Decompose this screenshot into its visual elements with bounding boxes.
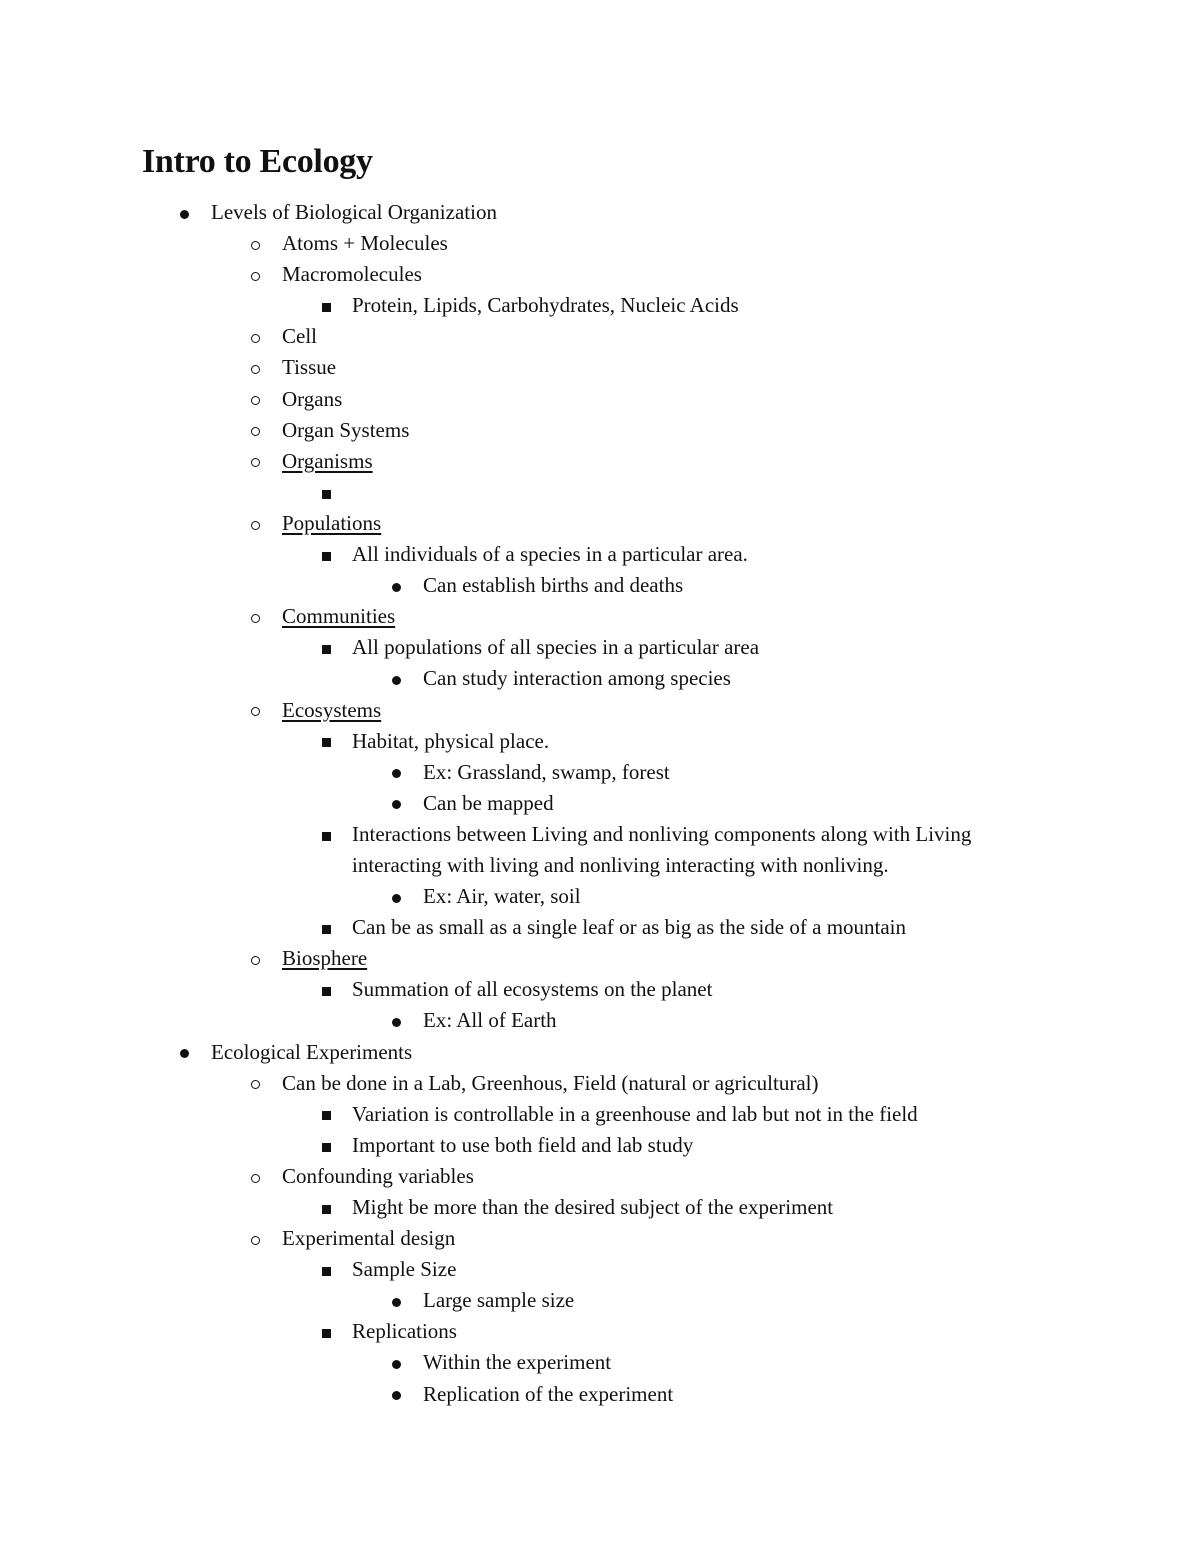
list-item [0, 943, 1200, 974]
list-item [0, 819, 1200, 881]
bullet-circle-icon [244, 1223, 266, 1254]
list-item-text: All individuals of a species in a particular area. [352, 542, 748, 567]
list-item-text: Within the experiment [423, 1350, 612, 1375]
list-item-text: Macromolecules [282, 262, 422, 287]
bullet-circle-icon [244, 228, 266, 259]
bullet-square-icon [315, 1099, 337, 1130]
list-item [0, 197, 1200, 228]
bullet-circle-icon [244, 259, 266, 290]
outline-list [0, 197, 1200, 1410]
list-item-text: Communities [282, 604, 396, 629]
list-item-text: Can be mapped [423, 790, 554, 815]
list-item [0, 1347, 1200, 1378]
list-item [0, 1005, 1200, 1036]
list-item [0, 259, 1200, 290]
list-item [0, 321, 1200, 352]
list-item-text: Ex: Grassland, swamp, forest [423, 759, 670, 784]
list-item [0, 881, 1200, 912]
list-item-text: Replications [352, 1319, 457, 1344]
list-item-text: Replication of the experiment [423, 1381, 674, 1406]
list-item-text: Variation is controllable in a greenhouse and lab but not in the field [352, 1101, 918, 1126]
list-item [0, 539, 1200, 570]
bullet-dot-icon [385, 570, 407, 601]
list-item-text: Protein, Lipids, Carbohydrates, Nucleic Acids [352, 293, 739, 318]
list-item-text: Large sample size [423, 1288, 575, 1313]
bullet-circle-icon [244, 943, 266, 974]
bullet-circle-icon [244, 508, 266, 539]
bullet-circle-icon [244, 1161, 266, 1192]
bullet-square-icon [315, 974, 337, 1005]
list-item-text: Atoms + Molecules [282, 231, 448, 256]
bullet-square-icon [315, 1316, 337, 1347]
bullet-square-icon [315, 290, 337, 321]
list-item [0, 757, 1200, 788]
bullet-circle-icon [244, 352, 266, 383]
bullet-dot-icon [385, 1005, 407, 1036]
list-item [0, 1068, 1200, 1099]
bullet-dot-icon [385, 663, 407, 694]
bullet-circle-icon [244, 1068, 266, 1099]
list-item-text: Organisms [282, 448, 373, 473]
list-item [0, 1223, 1200, 1254]
bullet-circle-icon [244, 415, 266, 446]
list-item [0, 508, 1200, 539]
list-item-text: Can establish births and deaths [423, 573, 684, 598]
list-item-text: Sample Size [352, 1257, 457, 1282]
list-item-text: Populations [282, 510, 382, 535]
bullet-square-icon [315, 912, 337, 943]
list-item-text: Biosphere [282, 946, 368, 971]
list-item-text: Organs [282, 386, 343, 411]
list-item [0, 1285, 1200, 1316]
list-item-text: Levels of Biological Organization [211, 200, 497, 224]
list-item-text: Might be more than the desired subject of the experiment [352, 1195, 834, 1219]
list-item-text: Confounding variables [282, 1163, 474, 1188]
bullet-square-icon [315, 1254, 337, 1285]
bullet-square-icon [315, 1192, 337, 1223]
bullet-square-icon [315, 539, 337, 570]
list-item [0, 1037, 1200, 1068]
bullet-square-icon [315, 632, 337, 663]
bullet-dot-icon [385, 1347, 407, 1378]
list-item [0, 1099, 1200, 1130]
list-item-text: Ex: All of Earth [423, 1008, 557, 1033]
list-item [0, 695, 1200, 726]
bullet-dot-icon [385, 881, 407, 912]
list-item [0, 415, 1200, 446]
list-item-text: Can be as small as a single leaf or as big as the side of a mountain [352, 915, 907, 940]
list-item [0, 228, 1200, 259]
bullet-dot-icon [385, 1379, 407, 1410]
bullet-circle-icon [244, 384, 266, 415]
list-item [0, 726, 1200, 757]
bullet-dot-icon [385, 1285, 407, 1316]
list-item-text: Important to use both field and lab study [352, 1132, 694, 1157]
list-item [0, 1192, 1200, 1223]
list-item-text: Can be done in a Lab, Greenhous, Field (natural or agricultural) [282, 1070, 819, 1095]
bullet-square-icon [315, 726, 337, 757]
list-item [0, 1130, 1200, 1161]
list-item-text: Can study interaction among species [423, 666, 731, 691]
list-item-text: Ecological Experiments [211, 1039, 413, 1064]
bullet-dot-icon [173, 1037, 195, 1068]
list-item [0, 632, 1200, 663]
list-item [0, 477, 1200, 508]
list-item-text: Experimental design [282, 1226, 456, 1251]
list-item-text: Ecosystems [282, 697, 382, 722]
list-item-text: Habitat, physical place. [352, 728, 550, 753]
list-item [0, 570, 1200, 601]
list-item-text: Tissue [282, 355, 337, 380]
list-item [0, 446, 1200, 477]
list-item-text: Interactions between Living and nonliving components along with Living interacting with living and nonliving interacting with nonliving. [352, 821, 972, 877]
bullet-dot-icon [173, 197, 195, 228]
list-item-text: All populations of all species in a particular area [352, 635, 760, 660]
bullet-square-icon [315, 1130, 337, 1161]
list-item-text: Cell [282, 324, 317, 349]
bullet-circle-icon [244, 695, 266, 726]
page-title: Intro to Ecology [142, 143, 373, 180]
list-item [0, 352, 1200, 383]
bullet-dot-icon [385, 757, 407, 788]
list-item [0, 1254, 1200, 1285]
list-item [0, 974, 1200, 1005]
bullet-circle-icon [244, 601, 266, 632]
list-item [0, 1379, 1200, 1410]
list-item [0, 663, 1200, 694]
list-item [0, 1316, 1200, 1347]
bullet-square-icon [315, 819, 337, 850]
list-item [0, 912, 1200, 943]
list-item [0, 384, 1200, 415]
list-item [0, 788, 1200, 819]
bullet-circle-icon [244, 446, 266, 477]
bullet-dot-icon [385, 788, 407, 819]
list-item-text: Summation of all ecosystems on the planet [352, 977, 713, 1002]
list-item [0, 290, 1200, 321]
list-item [0, 1161, 1200, 1192]
list-item-text: Organ Systems [282, 417, 410, 442]
bullet-circle-icon [244, 321, 266, 352]
list-item [0, 601, 1200, 632]
list-item-text: Ex: Air, water, soil [423, 884, 581, 909]
bullet-square-icon [315, 477, 337, 508]
